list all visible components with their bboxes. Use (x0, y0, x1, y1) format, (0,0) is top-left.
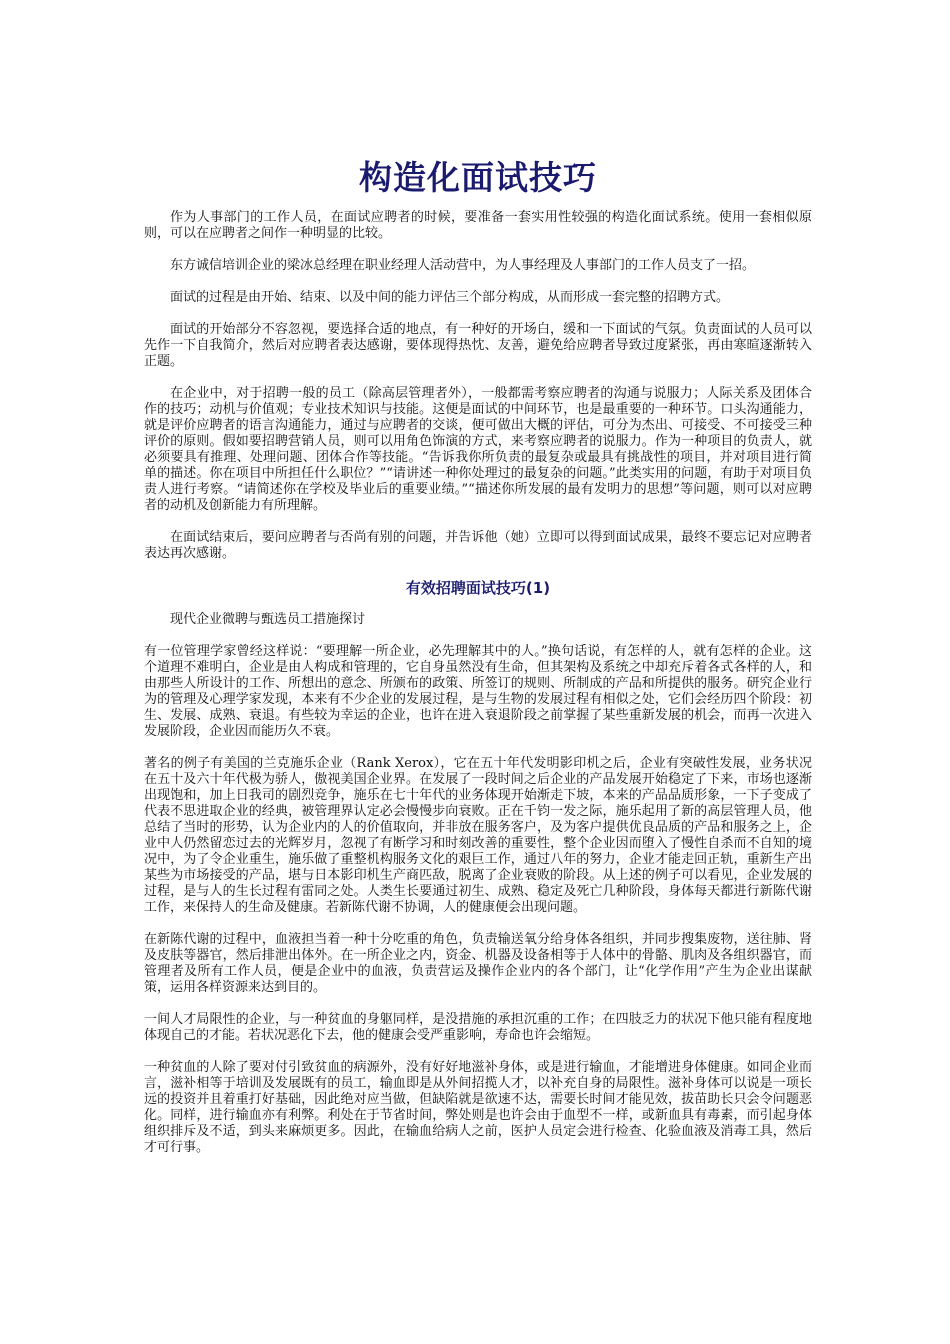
body-paragraph: 著名的例子有美国的兰克施乐企业（Rank Xerox），它在五十年代发明影印机之后，企业有突破性发展，业务状况在五十及六十年代极为骄人，傲视美国企业界。在发展了一段时间之后企业的产品发展开始稳定了下来，市场也逐渐出现饱和，加上日我司的剧烈竞争，施乐在七十年代的业务体现开始渐走下坡，本来的产品品质形象，一下子变成了代表不思进取企业的经典，被管理界认定必会慢慢步向衰败。正在千钧一发之际，施乐起用了新的高层管理人员，他总结了当时的形势，认为企业内的人的价值取向，并非放在服务客户，及为客户提供优良品质的产品和服务之上，企业中人仍然留恋过去的光辉岁月，忽视了有断学习和时刻改善的重要性，整个企业因而堕入了慢性自杀而不自知的境况中，为了令企业重生，施乐做了重整机构服务文化的艰巨工作，通过八年的努力，企业才能走回正轨，重新生产出某些为市场接受的产品，堪与日本影印机生产商匹敌，脱离了企业衰败的阶段。从上述的例子可以看见，企业发展的过程，是与人的生长过程有雷同之处。人类生长要通过初生、成熟、稳定及死亡几种阶段，身体每天都进行新陈代谢工作，来保持人的生命及健康。若新陈代谢不协调，人的健康便会出现问题。 (144, 756, 812, 915)
document-title: 构造化面试技巧 (359, 158, 597, 197)
intro-paragraph: 在面试结束后，要问应聘者与否尚有别的问题，并告诉他（她）立即可以得到面试成果，最终不要忘记对应聘者表达再次感谢。 (144, 530, 812, 561)
body-paragraph: 有一位管理学家曾经这样说：“要理解一所企业，必先理解其中的人。”换句话说，有怎样的人，就有怎样的企业。这个道理不难明白，企业是由人构成和管理的，它自身虽然没有生命，但其架构及系统之中却充斥着各式各样的人，和由那些人所设计的工作、所想出的意念、所颁布的政策、所签订的规则、所制成的产品和所提供的服务。研究企业行为的管理及心理学家发现，本来有不少企业的发展过程，是与生物的发展过程有相似之处，它们会经历四个阶段：初生、发展、成熟、衰退。有些较为幸运的企业，也许在进入衰退阶段之前掌握了某些重新发展的机会，而再一次进入发展阶段，企业因而能历久不衰。 (144, 644, 812, 739)
intro-paragraph: 东方诚信培训企业的梁冰总经理在职业经理人活动营中，为人事经理及人事部门的工作人员支了一招。 (170, 258, 756, 273)
section-heading: 有效招聘面试技巧(1) (405, 579, 551, 597)
body-paragraph: 一种贫血的人除了要对付引致贫血的病源外，没有好好地滋补身体，或是进行输血，才能增进身体健康。如同企业而言，滋补相等于培训及发展既有的员工，输血即是从外间招揽人才，以补充自身的局限性。滋补身体可以说是一项长远的投资并且着重打好基础，因此绝对应当做，但缺陷就是欲速不达，需要长时间才能见效，拔苗助长只会令问题恶化。同样，进行输血亦有利弊。利处在于节省时间，弊处则是也许会由于血型不一样，或新血具有毒素，而引起身体组织排斥及不适，到头来麻烦更多。因此，在输血给病人之前，医护人员定会进行检查、化验血液及消毒工具，然后才可行事。 (144, 1060, 812, 1155)
body-paragraph: 在新陈代谢的过程中，血液担当着一种十分吃重的角色，负责输送氧分给身体各组织，并同步搜集废物，送往肺、肾及皮肤等器官，然后排泄出体外。在一所企业之内，资金、机器及设备相等于人体中的骨骼、肌肉及各组织器官，而管理者及所有工作人员，便是企业中的血液，负责营运及操作企业内的各个部门，让“化学作用”产生为企业出谋献策，运用各样资源来达到目的。 (144, 932, 812, 995)
body-paragraph: 一间人才局限性的企业，与一种贫血的身躯同样，是没措施的承担沉重的工作；在四肢乏力的状况下他只能有程度地体现自己的才能。若状况恶化下去，他的健康会受严重影响，寿命也许会缩短。 (144, 1012, 812, 1043)
document-page (144, 150, 812, 1172)
intro-paragraph: 面试的过程是由开始、结束、以及中间的能力评估三个部分构成，从而形成一套完整的招聘方式。 (170, 290, 730, 305)
section-subheading: 现代企业微聘与甄选员工措施探讨 (170, 612, 366, 627)
intro-paragraph: 面试的开始部分不容忽视，要选择合适的地点，有一种好的开场白，缓和一下面试的气氛。负责面试的人员可以先作一下自我简介，然后对应聘者表达感谢，要体现得热忱、友善，避免给应聘者导致过度紧张，再由寒暄逐渐转入正题。 (144, 322, 812, 369)
intro-paragraph: 在企业中，对于招聘一般的员工（除高层管理者外），一般都需考察应聘者的沟通与说服力；人际关系及团体合作的技巧；动机与价值观；专业技术知识与技能。这便是面试的中间环节，也是最重要的一种环节。口头沟通能力，就是评价应聘者的语言沟通能力，通过与应聘者的交谈，便可做出大概的评估，可分为杰出、可接受、不可接受三种评价的原则。假如要招聘营销人员，则可以用角色饰演的方式，来考察应聘者的说服力。作为一种项目的负责人，就必须要具有推理、处理问题、团体合作等技能。“告诉我你所负责的最复杂或最具有挑战性的项目，并对项目进行简单的描述。你在项目中所担任什么职位？”“请讲述一种你处理过的最复杂的问题。”此类实用的问题，有助于对项目负责人进行考察。“请简述你在学校及毕业后的重要业绩。”“描述你所发展的最有发明力的思想”等问题，则可以对应聘者的动机及创新能力有所理解。 (144, 386, 812, 513)
intro-paragraph: 作为人事部门的工作人员，在面试应聘者的时候，要准备一套实用性较强的构造化面试系统。使用一套相似原则，可以在应聘者之间作一种明显的比较。 (144, 210, 812, 241)
